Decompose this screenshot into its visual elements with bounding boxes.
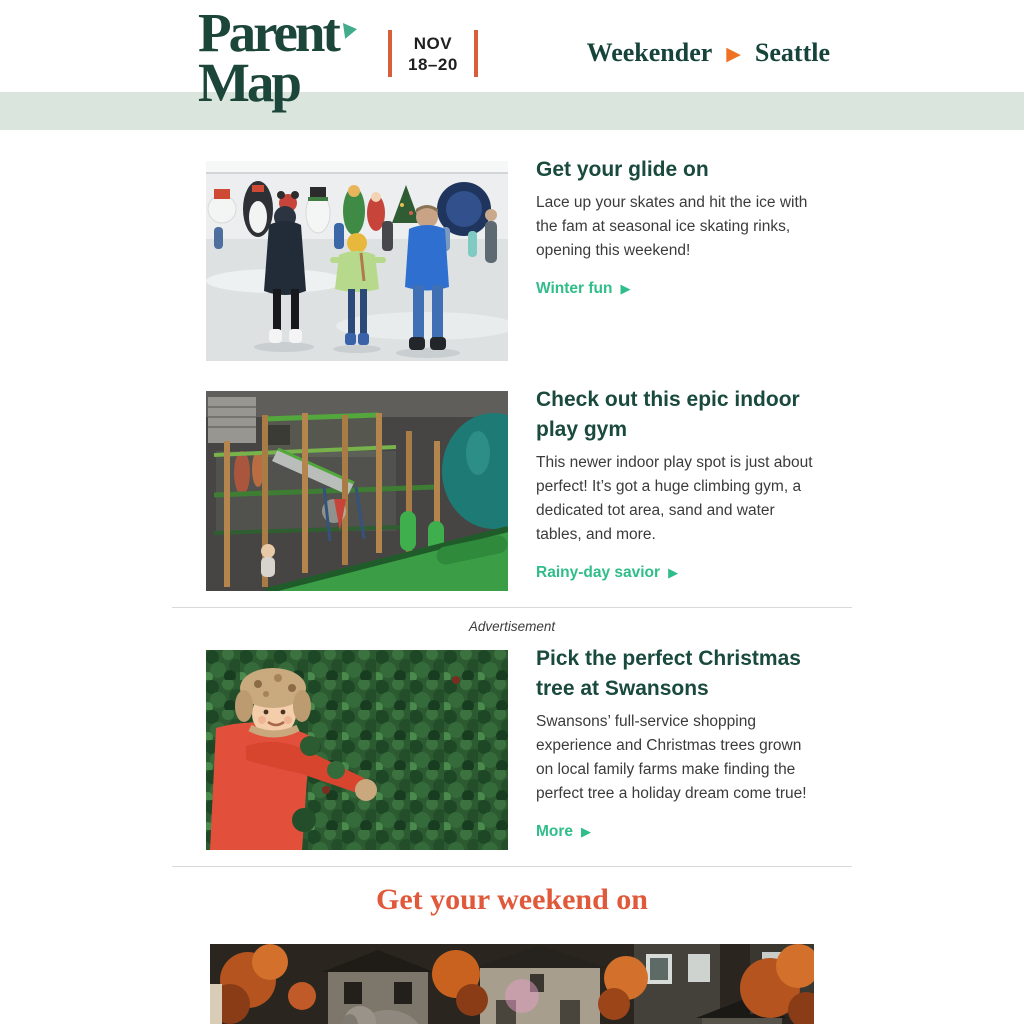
ice-rink-illustration [206, 161, 508, 361]
date-month: NOV [413, 33, 453, 53]
date-badge [388, 30, 478, 77]
section-divider [172, 866, 852, 867]
edition-title [587, 38, 830, 68]
christmas-tree-lot-photo[interactable] [206, 650, 508, 850]
section-divider [172, 607, 852, 608]
edition-arrow-icon: ▶ [726, 42, 741, 65]
autumn-street-illustration [210, 944, 814, 1024]
article-body: This newer indoor play spot is just about perfect! It’s got a huge climbing gym, a dedicated tot area, sand and water tables, and more. [536, 454, 813, 543]
link-arrow-icon: ▶ [668, 566, 679, 581]
newsletter-header [0, 0, 1024, 130]
date-range: 18–20 [408, 54, 458, 74]
newsletter-body [206, 130, 818, 1024]
more-link[interactable]: More ▶ [536, 823, 592, 840]
rainy-day-savior-link[interactable]: Rainy-day savior ▶ [536, 564, 679, 581]
mint-band [0, 92, 1024, 130]
winter-fun-link[interactable]: Winter fun ▶ [536, 280, 631, 297]
parentmap-logo[interactable] [198, 2, 338, 113]
indoor-play-gym-photo[interactable] [206, 391, 508, 591]
article-body: Lace up your skates and hit the ice with the fam at seasonal ice skating rinks, opening this weekend! [536, 194, 808, 259]
article-title: Check out this epic indoor play gym [536, 388, 800, 441]
weekend-section-heading: Get your weekend on [376, 883, 648, 916]
edition-name: Weekender [586, 38, 713, 67]
play-gym-illustration [206, 391, 508, 591]
article-title: Get your glide on [536, 158, 709, 181]
link-arrow-icon: ▶ [620, 282, 631, 297]
article-body: Swansons’ full-service shopping experience and Christmas trees grown on local family farms make finding the perfect tree a holiday dream come true! [536, 713, 807, 802]
ice-skating-rink-photo[interactable] [206, 161, 508, 361]
edition-city: Seattle [754, 38, 830, 67]
article-christmas-tree-ad [206, 647, 818, 850]
advertisement-label: Advertisement [468, 619, 556, 634]
article-play-gym [206, 388, 818, 591]
logo-line-1: Parent [198, 2, 338, 63]
logo-arrow-icon [343, 21, 358, 39]
article-ice-skating [206, 158, 818, 361]
weekend-hero-photo[interactable] [210, 944, 814, 1024]
article-title: Pick the perfect Christmas tree at Swansons [536, 647, 801, 700]
christmas-tree-illustration [206, 650, 508, 850]
logo-line-2: Map [198, 52, 299, 113]
link-arrow-icon: ▶ [581, 825, 592, 840]
